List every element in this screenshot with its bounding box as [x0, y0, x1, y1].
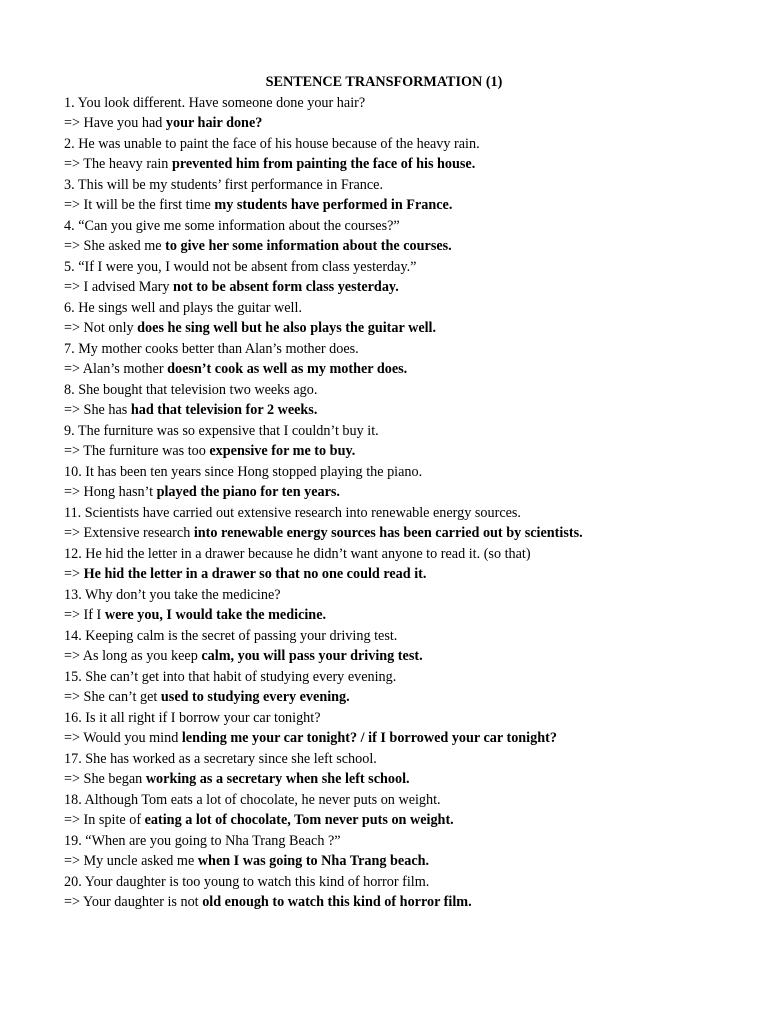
answer-bold: when I was going to Nha Trang beach.: [197, 853, 430, 869]
question-line: 17. She has worked as a secretary since she left school.: [64, 750, 377, 767]
answer-line: [64, 441, 744, 462]
answer-prefix: => The heavy rain: [64, 156, 172, 172]
answer-line: [64, 564, 744, 585]
question-line: 12. He hid the letter in a drawer because he didn’t want anyone to read it. (so that): [64, 545, 531, 562]
answer-bold: prevented him from painting the face of his house.: [171, 156, 476, 172]
question-line: 3. This will be my students’ first performance in France.: [64, 176, 384, 193]
answer-line: [64, 318, 744, 339]
question-line: 10. It has been ten years since Hong stopped playing the piano.: [64, 463, 423, 480]
question-line: 11. Scientists have carried out extensive research into renewable energy sources.: [64, 504, 521, 521]
answer-prefix: => Your daughter is not: [64, 894, 203, 910]
question-line: 9. The furniture was so expensive that I couldn’t buy it.: [64, 422, 379, 439]
question-line: 2. He was unable to paint the face of his house because of the heavy rain.: [64, 135, 480, 152]
answer-bold: to give her some information about the courses.: [165, 238, 452, 254]
answer-prefix: => I advised Mary: [64, 279, 173, 295]
answer-line: [64, 892, 744, 913]
answer-prefix: => My uncle asked me: [64, 853, 198, 869]
answer-bold: expensive for me to buy.: [209, 443, 356, 459]
answer-prefix: => It will be the first time: [64, 197, 215, 213]
question-line: 4. “Can you give me some information about the courses?”: [64, 217, 400, 234]
document-title: SENTENCE TRANSFORMATION (1): [265, 74, 503, 90]
answer-line: [64, 236, 744, 257]
question-line: 7. My mother cooks better than Alan’s mother does.: [64, 340, 359, 357]
question-line: 14. Keeping calm is the secret of passing your driving test.: [64, 627, 398, 644]
question-line: 1. You look different. Have someone done your hair?: [64, 94, 366, 111]
question-line: 5. “If I were you, I would not be absent from class yesterday.”: [64, 258, 417, 275]
answer-line: [64, 646, 744, 667]
answer-prefix: => Alan’s mother: [64, 361, 168, 377]
answer-bold: into renewable energy sources has been carried out by scientists.: [193, 525, 583, 541]
answer-prefix: => Have you had: [64, 115, 166, 131]
answer-prefix: => Would you mind: [64, 730, 182, 746]
answer-prefix: => She has: [64, 402, 131, 418]
answer-prefix: => She began: [64, 771, 146, 787]
question-line: 6. He sings well and plays the guitar well.: [64, 299, 302, 316]
answer-prefix: => In spite of: [64, 812, 145, 828]
answer-prefix: => The furniture was too: [64, 443, 210, 459]
answer-line: [64, 482, 744, 503]
answer-bold: were you, I would take the medicine.: [104, 607, 327, 623]
answer-bold: doesn’t cook as well as my mother does.: [167, 361, 408, 377]
answer-bold: old enough to watch this kind of horror film.: [202, 894, 472, 910]
answer-bold: had that television for 2 weeks.: [130, 402, 318, 418]
answer-bold: working as a secretary when she left school.: [145, 771, 410, 787]
answer-bold: used to studying every evening.: [160, 689, 350, 705]
question-line: 8. She bought that television two weeks ago.: [64, 381, 318, 398]
answer-line: [64, 728, 744, 749]
question-line: 16. Is it all right if I borrow your car tonight?: [64, 709, 321, 726]
answer-line: [64, 359, 744, 380]
answer-line: [64, 154, 744, 175]
answer-bold: He hid the letter in a drawer so that no one could read it.: [83, 566, 427, 582]
answer-bold: calm, you will pass your driving test.: [201, 648, 423, 664]
answer-bold: your hair done?: [165, 115, 263, 131]
answer-bold: my students have performed in France.: [214, 197, 453, 213]
answer-bold: played the piano for ten years.: [156, 484, 340, 500]
answer-bold: lending me your car tonight? / if I borrowed your car tonight?: [181, 730, 557, 746]
answer-line: [64, 810, 744, 831]
answer-prefix: => As long as you keep: [64, 648, 202, 664]
answer-line: [64, 605, 744, 626]
question-line: 18. Although Tom eats a lot of chocolate, he never puts on weight.: [64, 791, 441, 808]
answer-prefix: => She can’t get: [64, 689, 161, 705]
answer-line: [64, 195, 744, 216]
answer-prefix: => If I: [64, 607, 105, 623]
answer-line: [64, 277, 744, 298]
answer-bold: does he sing well but he also plays the guitar well.: [137, 320, 437, 336]
answer-bold: not to be absent form class yesterday.: [172, 279, 399, 295]
answer-line: [64, 400, 744, 421]
answer-prefix: => Hong hasn’t: [64, 484, 157, 500]
question-line: 20. Your daughter is too young to watch this kind of horror film.: [64, 873, 430, 890]
answer-line: [64, 113, 744, 134]
answer-prefix: => Extensive research: [64, 525, 194, 541]
answer-bold: eating a lot of chocolate, Tom never puts on weight.: [144, 812, 454, 828]
answer-prefix: => Not only: [64, 320, 138, 336]
question-line: 19. “When are you going to Nha Trang Beach ?”: [64, 832, 341, 849]
exercise-list: [64, 93, 744, 913]
answer-prefix: => She asked me: [64, 238, 166, 254]
question-line: 15. She can’t get into that habit of studying every evening.: [64, 668, 397, 685]
answer-prefix: =>: [64, 566, 84, 582]
answer-line: [64, 523, 744, 544]
question-line: 13. Why don’t you take the medicine?: [64, 586, 281, 603]
answer-line: [64, 769, 744, 790]
answer-line: [64, 851, 744, 872]
answer-line: [64, 687, 744, 708]
